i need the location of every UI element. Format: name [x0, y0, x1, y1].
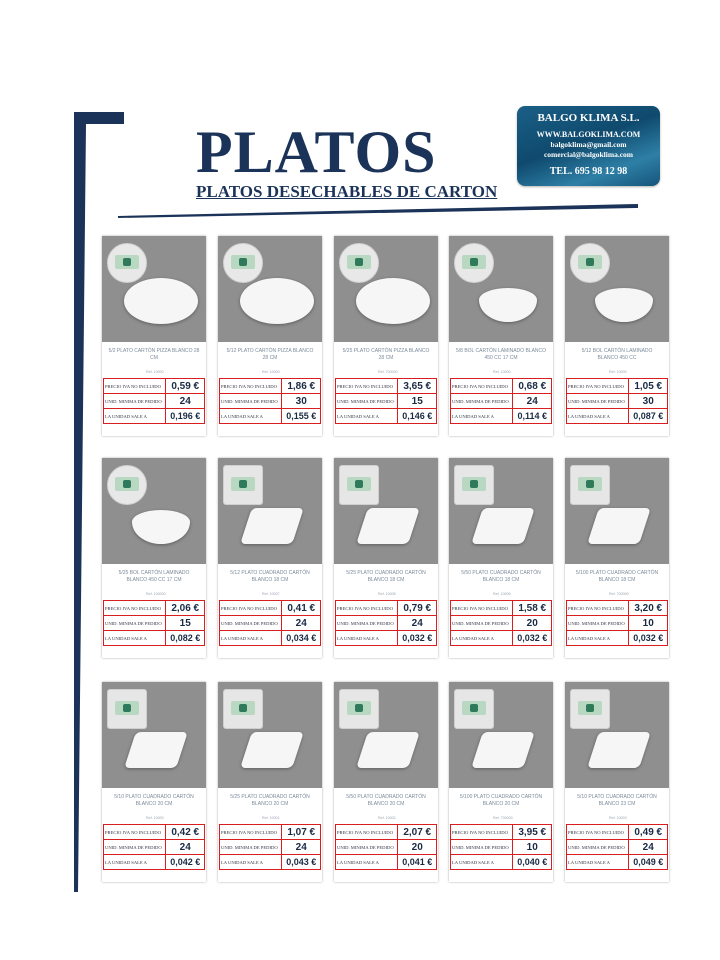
price-row	[104, 379, 205, 394]
price-table	[335, 378, 437, 424]
package-label	[347, 477, 371, 491]
price-row	[451, 601, 552, 616]
product-name: 5/12 BOL CARTÓN LAMINADO BLANCO 450 CC	[581, 348, 653, 361]
price-row	[104, 601, 205, 616]
min-order-row	[104, 616, 205, 631]
min-order-value: 20	[513, 616, 552, 631]
unit-price-row	[104, 409, 205, 424]
price-label: PRECIO IVA NO INCLUIDO	[336, 601, 398, 616]
min-order-value: 24	[282, 616, 321, 631]
price-label: PRECIO IVA NO INCLUIDO	[567, 601, 629, 616]
company-email-commercial[interactable]: comercial@balgoklima.com	[543, 150, 634, 159]
unit-price-value: 0,155 €	[282, 409, 321, 424]
unit-price-value: 0,082 €	[166, 631, 205, 646]
product-ref: Ref. 10000	[146, 370, 164, 374]
package-thumbnail	[339, 465, 379, 505]
unit-price-row	[336, 855, 437, 870]
unit-price-row	[220, 409, 321, 424]
min-order-row	[567, 616, 668, 631]
min-order-value: 15	[166, 616, 205, 631]
price-value: 0,68 €	[513, 379, 552, 394]
price-table	[219, 600, 321, 646]
product-name: 5/10 PLATO CUADRADO CARTÓN BLANCO 23 CM	[577, 794, 657, 807]
package-thumbnail	[454, 465, 494, 505]
price-value: 0,79 €	[398, 601, 437, 616]
product-ref: Ref. 100000	[146, 592, 166, 596]
unit-price-row	[451, 409, 552, 424]
unit-price-value: 0,040 €	[513, 855, 552, 870]
min-order-value: 24	[166, 394, 205, 409]
product-photo	[102, 236, 206, 342]
package-label	[578, 255, 602, 269]
unit-price-label: LA UNIDAD SALE A	[220, 409, 282, 424]
price-table	[219, 824, 321, 870]
price-row	[567, 825, 668, 840]
company-phone: TEL. 695 98 12 98	[549, 166, 628, 177]
product-name: 5/10 PLATO CUADRADO CARTÓN BLANCO 20 CM	[114, 794, 194, 807]
min-order-value: 10	[629, 616, 668, 631]
unit-price-value: 0,042 €	[166, 855, 205, 870]
min-order-row	[567, 394, 668, 409]
product-ref: Ref. 10000	[493, 370, 511, 374]
min-order-row	[451, 616, 552, 631]
min-order-label: UNID. MINIMA DE PEDIDO	[220, 394, 282, 409]
company-email[interactable]: balgoklima@gmail.com	[550, 140, 627, 149]
product-ref: Ref. 10000	[146, 816, 164, 820]
product-card[interactable]	[102, 236, 206, 436]
price-label: PRECIO IVA NO INCLUIDO	[451, 825, 513, 840]
package-thumbnail	[570, 243, 610, 283]
min-order-value: 24	[398, 616, 437, 631]
price-row	[220, 379, 321, 394]
package-thumbnail	[339, 243, 379, 283]
price-value: 3,95 €	[513, 825, 552, 840]
product-ref: Ref. 10001	[262, 816, 280, 820]
price-value: 0,42 €	[166, 825, 205, 840]
price-row	[567, 379, 668, 394]
price-row	[104, 825, 205, 840]
unit-price-value: 0,049 €	[629, 855, 668, 870]
price-value: 1,07 €	[282, 825, 321, 840]
product-name: 5/25 PLATO CUADRADO CARTÓN BLANCO 18 CM	[346, 570, 426, 583]
min-order-value: 24	[629, 840, 668, 855]
price-label: PRECIO IVA NO INCLUIDO	[220, 601, 282, 616]
price-table	[103, 824, 205, 870]
price-row	[336, 601, 437, 616]
package-label	[231, 701, 255, 715]
unit-price-value: 0,032 €	[629, 631, 668, 646]
product-ref: Ref. 700000	[378, 370, 398, 374]
min-order-label: UNID. MINIMA DE PEDIDO	[104, 840, 166, 855]
product-ref: Ref. 10000	[262, 370, 280, 374]
min-order-label: UNID. MINIMA DE PEDIDO	[220, 840, 282, 855]
unit-price-label: LA UNIDAD SALE A	[451, 409, 513, 424]
package-label	[115, 255, 139, 269]
product-photo	[218, 682, 322, 788]
unit-price-value: 0,043 €	[282, 855, 321, 870]
price-row	[451, 825, 552, 840]
product-card[interactable]	[218, 236, 322, 436]
min-order-value: 10	[513, 840, 552, 855]
product-photo	[218, 236, 322, 342]
product-name: 5/8 BOL CARTÓN LAMINADO BLANCO 450 CC 17 CM	[455, 348, 547, 361]
product-photo	[449, 236, 553, 342]
package-label	[347, 701, 371, 715]
price-row	[220, 825, 321, 840]
min-order-row	[220, 840, 321, 855]
package-label	[462, 477, 486, 491]
company-web[interactable]: WWW.BALGOKLIMA.COM	[536, 130, 641, 139]
unit-price-label: LA UNIDAD SALE A	[336, 855, 398, 870]
plate-image	[356, 732, 420, 768]
product-ref: Ref. 10008	[378, 592, 396, 596]
unit-price-row	[220, 855, 321, 870]
plate-image	[124, 732, 188, 768]
unit-price-value: 0,196 €	[166, 409, 205, 424]
plate-image	[471, 508, 535, 544]
min-order-label: UNID. MINIMA DE PEDIDO	[336, 616, 398, 631]
product-ref: Ref. 700000	[493, 816, 513, 820]
min-order-value: 30	[282, 394, 321, 409]
price-label: PRECIO IVA NO INCLUIDO	[567, 379, 629, 394]
price-table	[566, 824, 668, 870]
unit-price-row	[567, 631, 668, 646]
package-label	[462, 255, 486, 269]
page-subtitle: PLATOS DESECHABLES DE CARTON	[196, 182, 498, 201]
unit-price-label: LA UNIDAD SALE A	[567, 409, 629, 424]
package-label	[462, 701, 486, 715]
min-order-label: UNID. MINIMA DE PEDIDO	[220, 616, 282, 631]
plate-image	[356, 508, 420, 544]
product-name: 5/12 PLATO CUADRADO CARTÓN BLANCO 18 CM	[230, 570, 310, 583]
package-label	[347, 255, 371, 269]
product-card[interactable]	[449, 682, 553, 882]
unit-price-value: 0,034 €	[282, 631, 321, 646]
min-order-row	[336, 394, 437, 409]
product-card[interactable]	[102, 458, 206, 658]
product-name: 5/25 PLATO CUADRADO CARTÓN BLANCO 20 CM	[230, 794, 310, 807]
unit-price-label: LA UNIDAD SALE A	[104, 855, 166, 870]
price-table	[103, 600, 205, 646]
unit-price-row	[104, 855, 205, 870]
min-order-row	[104, 394, 205, 409]
product-photo	[334, 682, 438, 788]
package-thumbnail	[570, 689, 610, 729]
price-value: 1,05 €	[629, 379, 668, 394]
price-value: 0,41 €	[282, 601, 321, 616]
plate-image	[124, 278, 198, 324]
unit-price-label: LA UNIDAD SALE A	[451, 855, 513, 870]
min-order-value: 15	[398, 394, 437, 409]
min-order-label: UNID. MINIMA DE PEDIDO	[567, 840, 629, 855]
price-value: 2,06 €	[166, 601, 205, 616]
unit-price-row	[567, 409, 668, 424]
unit-price-row	[451, 855, 552, 870]
unit-price-row	[567, 855, 668, 870]
min-order-row	[220, 394, 321, 409]
plate-image	[479, 288, 537, 322]
product-ref: Ref. 10007	[262, 592, 280, 596]
plate-image	[132, 510, 190, 544]
min-order-value: 24	[166, 840, 205, 855]
title-underline	[118, 202, 638, 220]
unit-price-label: LA UNIDAD SALE A	[336, 631, 398, 646]
min-order-value: 24	[513, 394, 552, 409]
product-name: 5/12 PLATO CARTÓN PIZZA BLANCO 28 CM	[226, 348, 314, 361]
unit-price-label: LA UNIDAD SALE A	[567, 631, 629, 646]
unit-price-label: LA UNIDAD SALE A	[220, 855, 282, 870]
product-photo	[449, 458, 553, 564]
price-label: PRECIO IVA NO INCLUIDO	[104, 601, 166, 616]
min-order-value: 24	[282, 840, 321, 855]
unit-price-label: LA UNIDAD SALE A	[567, 855, 629, 870]
price-value: 3,65 €	[398, 379, 437, 394]
product-ref: Ref. 10009	[493, 592, 511, 596]
product-ref: Ref. 10003	[609, 816, 627, 820]
product-card[interactable]	[102, 682, 206, 882]
product-name: 5/25 BOL CARTÓN LAMINADO BLANCO 450 CC 17 CM	[118, 570, 190, 583]
min-order-label: UNID. MINIMA DE PEDIDO	[336, 840, 398, 855]
price-value: 1,58 €	[513, 601, 552, 616]
package-label	[231, 255, 255, 269]
plate-image	[595, 288, 653, 322]
price-table	[566, 378, 668, 424]
unit-price-label: LA UNIDAD SALE A	[104, 409, 166, 424]
price-label: PRECIO IVA NO INCLUIDO	[336, 379, 398, 394]
unit-price-value: 0,146 €	[398, 409, 437, 424]
product-ref: Ref. 700000	[609, 592, 629, 596]
package-thumbnail	[107, 689, 147, 729]
package-label	[115, 701, 139, 715]
plate-image	[356, 278, 430, 324]
product-name: 5/100 PLATO CUADRADO CARTÓN BLANCO 18 CM	[575, 570, 659, 583]
product-name: 5/50 PLATO CUADRADO CARTÓN BLANCO 18 CM	[461, 570, 541, 583]
price-label: PRECIO IVA NO INCLUIDO	[451, 379, 513, 394]
product-photo	[102, 682, 206, 788]
min-order-label: UNID. MINIMA DE PEDIDO	[567, 616, 629, 631]
unit-price-label: LA UNIDAD SALE A	[220, 631, 282, 646]
price-table	[103, 378, 205, 424]
unit-price-row	[336, 409, 437, 424]
unit-price-value: 0,032 €	[513, 631, 552, 646]
product-photo	[449, 682, 553, 788]
product-photo	[334, 458, 438, 564]
price-label: PRECIO IVA NO INCLUIDO	[451, 601, 513, 616]
product-photo	[334, 236, 438, 342]
unit-price-value: 0,087 €	[629, 409, 668, 424]
product-photo	[565, 458, 669, 564]
unit-price-row	[451, 631, 552, 646]
package-thumbnail	[454, 243, 494, 283]
price-row	[567, 601, 668, 616]
price-value: 2,07 €	[398, 825, 437, 840]
min-order-value: 30	[629, 394, 668, 409]
price-table	[450, 600, 552, 646]
min-order-label: UNID. MINIMA DE PEDIDO	[104, 616, 166, 631]
price-label: PRECIO IVA NO INCLUIDO	[220, 825, 282, 840]
product-card[interactable]	[334, 682, 438, 882]
package-label	[231, 477, 255, 491]
unit-price-value: 0,114 €	[513, 409, 552, 424]
min-order-label: UNID. MINIMA DE PEDIDO	[451, 616, 513, 631]
product-card[interactable]	[565, 458, 669, 658]
product-name: 5/100 PLATO CUADRADO CARTÓN BLANCO 20 CM	[459, 794, 543, 807]
price-row	[336, 379, 437, 394]
product-photo	[102, 458, 206, 564]
min-order-row	[451, 394, 552, 409]
product-card[interactable]	[565, 682, 669, 882]
unit-price-label: LA UNIDAD SALE A	[336, 409, 398, 424]
page-title: PLATOS	[196, 119, 437, 185]
unit-price-row	[220, 631, 321, 646]
price-label: PRECIO IVA NO INCLUIDO	[220, 379, 282, 394]
product-name: 5/50 PLATO CUADRADO CARTÓN BLANCO 20 CM	[346, 794, 426, 807]
product-card[interactable]	[334, 458, 438, 658]
unit-price-row	[104, 631, 205, 646]
package-thumbnail	[570, 465, 610, 505]
price-value: 3,20 €	[629, 601, 668, 616]
product-card[interactable]	[449, 236, 553, 436]
product-card[interactable]	[218, 458, 322, 658]
price-value: 1,86 €	[282, 379, 321, 394]
price-label: PRECIO IVA NO INCLUIDO	[104, 825, 166, 840]
plate-image	[587, 732, 651, 768]
price-label: PRECIO IVA NO INCLUIDO	[336, 825, 398, 840]
product-photo	[218, 458, 322, 564]
price-table	[450, 824, 552, 870]
price-label: PRECIO IVA NO INCLUIDO	[567, 825, 629, 840]
min-order-value: 20	[398, 840, 437, 855]
product-card[interactable]	[334, 236, 438, 436]
package-thumbnail	[454, 689, 494, 729]
product-ref: Ref. 10000	[609, 370, 627, 374]
min-order-row	[567, 840, 668, 855]
plate-image	[240, 278, 314, 324]
min-order-row	[220, 616, 321, 631]
package-label	[578, 477, 602, 491]
unit-price-label: LA UNIDAD SALE A	[104, 631, 166, 646]
price-row	[451, 379, 552, 394]
package-thumbnail	[223, 243, 263, 283]
price-table	[335, 600, 437, 646]
package-label	[578, 701, 602, 715]
min-order-label: UNID. MINIMA DE PEDIDO	[567, 394, 629, 409]
product-ref: Ref. 10002	[378, 816, 396, 820]
package-thumbnail	[107, 243, 147, 283]
min-order-row	[451, 840, 552, 855]
price-table	[219, 378, 321, 424]
price-table	[335, 824, 437, 870]
company-name: BALGO KLIMA S.L.	[537, 112, 640, 124]
min-order-label: UNID. MINIMA DE PEDIDO	[104, 394, 166, 409]
price-row	[220, 601, 321, 616]
min-order-label: UNID. MINIMA DE PEDIDO	[451, 840, 513, 855]
min-order-label: UNID. MINIMA DE PEDIDO	[336, 394, 398, 409]
product-photo	[565, 682, 669, 788]
price-label: PRECIO IVA NO INCLUIDO	[104, 379, 166, 394]
price-value: 0,49 €	[629, 825, 668, 840]
product-name: 5/25 PLATO CARTÓN PIZZA BLANCO 28 CM	[342, 348, 430, 361]
unit-price-value: 0,032 €	[398, 631, 437, 646]
price-value: 0,59 €	[166, 379, 205, 394]
price-row	[336, 825, 437, 840]
min-order-row	[104, 840, 205, 855]
package-thumbnail	[339, 689, 379, 729]
unit-price-row	[336, 631, 437, 646]
product-card[interactable]	[449, 458, 553, 658]
plate-image	[240, 732, 304, 768]
min-order-row	[336, 840, 437, 855]
package-label	[115, 477, 139, 491]
plate-image	[240, 508, 304, 544]
package-thumbnail	[223, 689, 263, 729]
product-card[interactable]	[565, 236, 669, 436]
price-table	[566, 600, 668, 646]
company-badge	[517, 106, 660, 186]
unit-price-value: 0,041 €	[398, 855, 437, 870]
product-card[interactable]	[218, 682, 322, 882]
unit-price-label: LA UNIDAD SALE A	[451, 631, 513, 646]
min-order-row	[336, 616, 437, 631]
price-table	[450, 378, 552, 424]
product-name: 5/2 PLATO CARTÓN PIZZA BLANCO 28 CM	[108, 348, 200, 361]
package-thumbnail	[107, 465, 147, 505]
product-photo	[565, 236, 669, 342]
plate-image	[471, 732, 535, 768]
package-thumbnail	[223, 465, 263, 505]
plate-image	[587, 508, 651, 544]
min-order-label: UNID. MINIMA DE PEDIDO	[451, 394, 513, 409]
